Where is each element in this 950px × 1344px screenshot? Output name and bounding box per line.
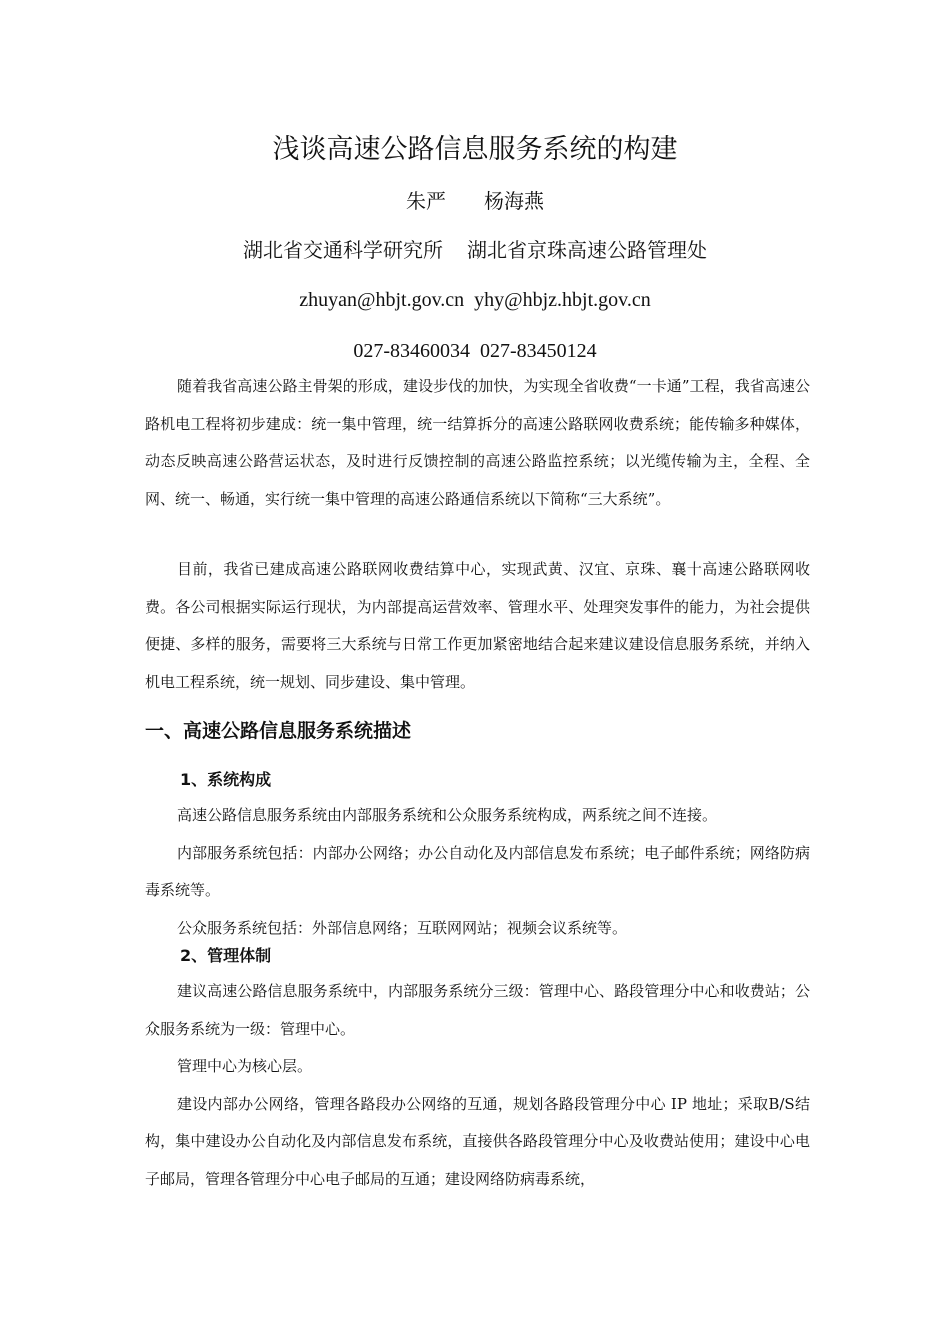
paragraph-text: 内部服务系统包括：内部办公网络；办公自动化及内部信息发布系统；电子邮件系统；网络防病毒系统等。 [145, 843, 810, 899]
paragraph-text: 目前，我省已建成高速公路联网收费结算中心，实现武黄、汉宜、京珠、襄十高速公路联网收费。各公司根据实际运行现状，为内部提高运营效率、管理水平、处理突发事件的能力，为社会提供便捷、多样的服务，需要将三大系统与日常工作更加紧密地结合起来建议建设信息服务系统，并纳入机电工程系统，统一规划、同步建设、集中管理。 [145, 560, 810, 691]
author-name: 杨海燕 [484, 189, 544, 213]
author-line [0, 186, 950, 216]
intro-paragraph [145, 551, 810, 701]
phone-number: 027-83460034 [353, 340, 470, 362]
phone-line [0, 336, 950, 366]
email-address: zhuyan@hbjt.gov.cn [299, 289, 465, 311]
paragraph-text: 管理中心为核心层。 [177, 1057, 313, 1075]
page-title: 浅谈高速公路信息服务系统的构建 [272, 134, 678, 165]
affiliation: 湖北省交通科学研究所 [243, 238, 443, 262]
subsection-heading: 1、系统构成 [180, 770, 272, 789]
email-address: yhy@hbjz.hbjt.gov.cn [474, 289, 651, 311]
paragraph-text: 公众服务系统包括：外部信息网络；互联网网站；视频会议系统等。 [177, 918, 628, 937]
affiliation-line [0, 235, 950, 265]
section-heading: 一、高速公路信息服务系统描述 [145, 720, 412, 742]
subsection-heading: 2、管理体制 [180, 946, 272, 965]
subsection-body [145, 973, 810, 1198]
phone-number: 027-83450124 [480, 340, 597, 362]
author-name: 朱严 [406, 189, 446, 213]
paragraph-text: 高速公路信息服务系统由内部服务系统和公众服务系统构成，两系统之间不连接。 [177, 806, 718, 824]
paragraph-text: 建设内部办公网络，管理各路段办公网络的互通，规划各路段管理分中心 IP 地址；采取B/S结构，集中建设办公自动化及内部信息发布系统，直接供各路段管理分中心及收费站使用；建设中心电子邮局，管理各管理分中心电子邮局的互通；建设网络防病毒系统， [145, 1094, 810, 1188]
intro-paragraph [145, 368, 810, 518]
paragraph-text: 建议高速公路信息服务系统中，内部服务系统分三级：管理中心、路段管理分中心和收费站；公众服务系统为一级：管理中心。 [145, 982, 810, 1038]
paragraph-text: 随着我省高速公路主骨架的形成，建设步伐的加快，为实现全省收费“一卡通”工程，我省高速公路机电工程将初步建成：统一集中管理，统一结算拆分的高速公路联网收费系统；能传输多种媒体，动态反映高速公路营运状态，及时进行反馈控制的高速公路监控系统；以光缆传输为主，全程、全网、统一、畅通，实行统一集中管理的高速公路通信系统以下简称“三大系统”。 [145, 377, 810, 508]
email-line [0, 285, 950, 315]
subsection-body [145, 797, 810, 947]
affiliation: 湖北省京珠高速公路管理处 [467, 238, 707, 262]
